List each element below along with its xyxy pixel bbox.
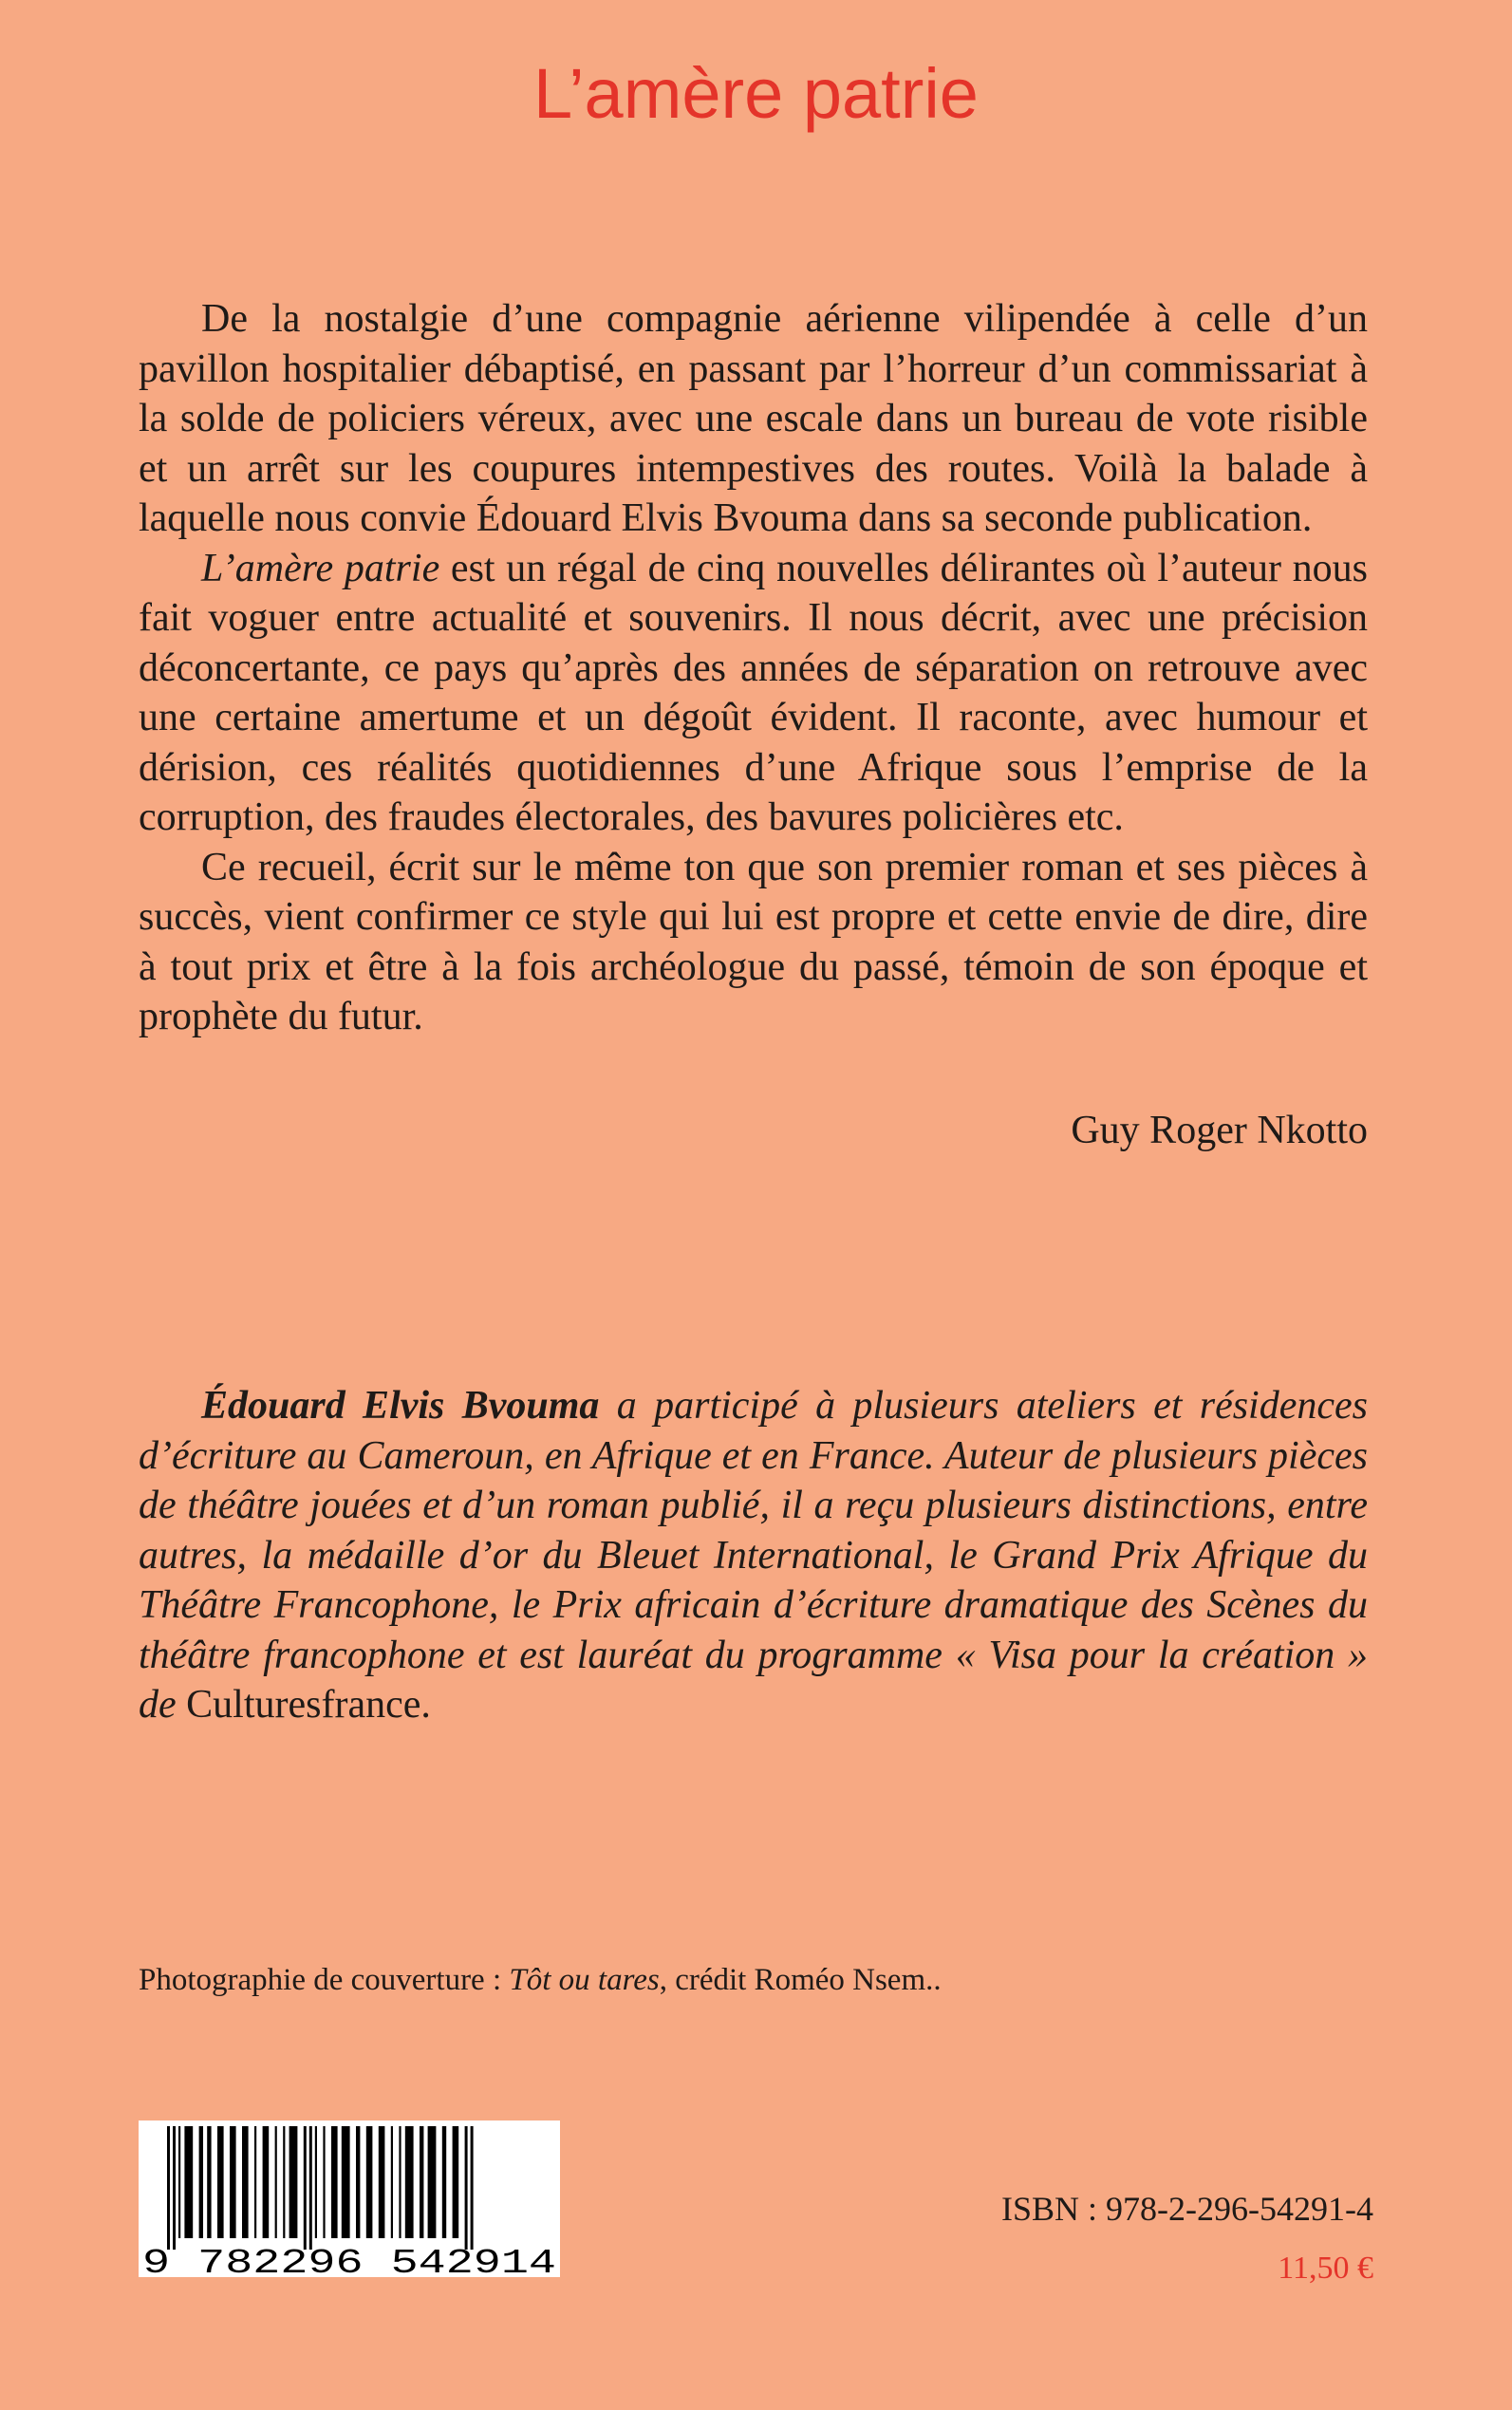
blurb-text bbox=[139, 294, 1368, 1042]
barcode-bar bbox=[217, 2126, 224, 2238]
barcode-bar bbox=[391, 2126, 393, 2238]
blurb-paragraph-2-text: est un régal de cinq nouvelles délirantes où l’auteur nous fait voguer entre actualité et souvenirs. Il nous décrit, avec une précision déconcertante, ce pays qu’après des années de séparation on retrouve avec une certaine amertume et un dégoût évident. Il raconte, avec humour et dérision, ces réalités quotidiennes d’une Afrique sous l’emprise de la corruption, des fraudes électorales, des bavures policières etc. bbox=[139, 546, 1368, 839]
blurb-signature: Guy Roger Nkotto bbox=[1071, 1109, 1368, 1152]
barcode-bar bbox=[275, 2126, 277, 2238]
price: 11,50 € bbox=[1278, 2251, 1373, 2286]
isbn: ISBN : 978-2-296-54291-4 bbox=[1001, 2190, 1373, 2228]
barcode-bar bbox=[207, 2126, 211, 2238]
barcode-bar bbox=[342, 2126, 350, 2238]
barcode-digits: 9 782296 542914 bbox=[142, 2244, 556, 2277]
barcode-bar bbox=[254, 2126, 256, 2238]
photo-credit bbox=[139, 1961, 942, 1999]
barcode-guard-bar bbox=[309, 2126, 312, 2250]
barcode-bar bbox=[420, 2126, 423, 2238]
barcode-bar bbox=[283, 2126, 285, 2238]
barcode-bar bbox=[331, 2126, 338, 2238]
barcode-bar bbox=[263, 2126, 270, 2238]
barcode-bar bbox=[405, 2126, 414, 2238]
photo-credit-work: Tôt ou tares bbox=[509, 1963, 660, 1997]
blurb-book-title: L’amère patrie bbox=[201, 546, 440, 590]
photo-credit-prefix: Photographie de couverture : bbox=[139, 1963, 510, 1997]
barcode-bar bbox=[199, 2126, 203, 2238]
barcode-guard-bar bbox=[173, 2126, 176, 2250]
blurb-paragraph-1: De la nostalgie d’une compagnie aérienne vilipendée à celle d’un pavillon hospitalier débaptisé, en passant par l’horreur d’un commissariat à la solde de policiers véreux, avec une escale dans un bureau de vote risible et un arrêt sur les coupures intempestives des routes. Voilà la balade à laquelle nous convie Édouard Elvis Bvouma dans sa seconde publication. bbox=[139, 297, 1368, 540]
barcode bbox=[139, 2120, 560, 2277]
author-bio bbox=[139, 1381, 1368, 1730]
barcode-guard-bar bbox=[465, 2126, 468, 2250]
barcode-bar bbox=[428, 2126, 437, 2238]
barcode-bar bbox=[323, 2126, 325, 2238]
barcode-bar bbox=[315, 2126, 317, 2238]
author-bio-text: a participé à plusieurs ateliers et résidences d’écriture au Cameroun, en Afrique et en France. Auteur de plusieurs pièces de théâtre jouées et d’un roman publié, il a reçu plusieurs distinctions, entre autres, la médaille d’or du Bleuet International, le Grand Prix Afrique du Théâtre Francophone, le Prix africain d’écriture dramatique des Scènes du théâtre francophone et est lauréat du programme « Visa pour la création » de bbox=[139, 1384, 1368, 1727]
barcode-guard-bar bbox=[167, 2126, 170, 2250]
barcode-guard-bar bbox=[304, 2126, 307, 2250]
barcode-bar bbox=[230, 2126, 236, 2238]
barcode-bar bbox=[399, 2126, 401, 2238]
author-bio-tail: Culturesfrance. bbox=[186, 1683, 431, 1727]
barcode-bar bbox=[379, 2126, 385, 2238]
barcode-bar bbox=[184, 2126, 193, 2238]
barcode-guard-bar bbox=[471, 2126, 474, 2250]
barcode-bar bbox=[366, 2126, 373, 2238]
barcode-bar bbox=[289, 2126, 298, 2238]
author-name: Édouard Elvis Bvouma bbox=[201, 1384, 600, 1428]
barcode-bar bbox=[442, 2126, 446, 2238]
barcode-bar bbox=[356, 2126, 360, 2238]
blurb-paragraph-2 bbox=[139, 544, 1368, 843]
photo-credit-suffix: , crédit Roméo Nsem.. bbox=[659, 1963, 942, 1997]
barcode-bar bbox=[178, 2126, 180, 2238]
book-title: L’amère patrie bbox=[533, 54, 979, 133]
blurb-paragraph-3: Ce recueil, écrit sur le même ton que son premier roman et ses pièces à succès, vient confirmer ce style qui lui est propre et cette envie de dire, dire à tout prix et être à la fois archéologue du passé, témoin de son époque et prophète du futur. bbox=[139, 845, 1368, 1038]
barcode-bar bbox=[242, 2126, 249, 2238]
barcode-bar bbox=[453, 2126, 459, 2238]
